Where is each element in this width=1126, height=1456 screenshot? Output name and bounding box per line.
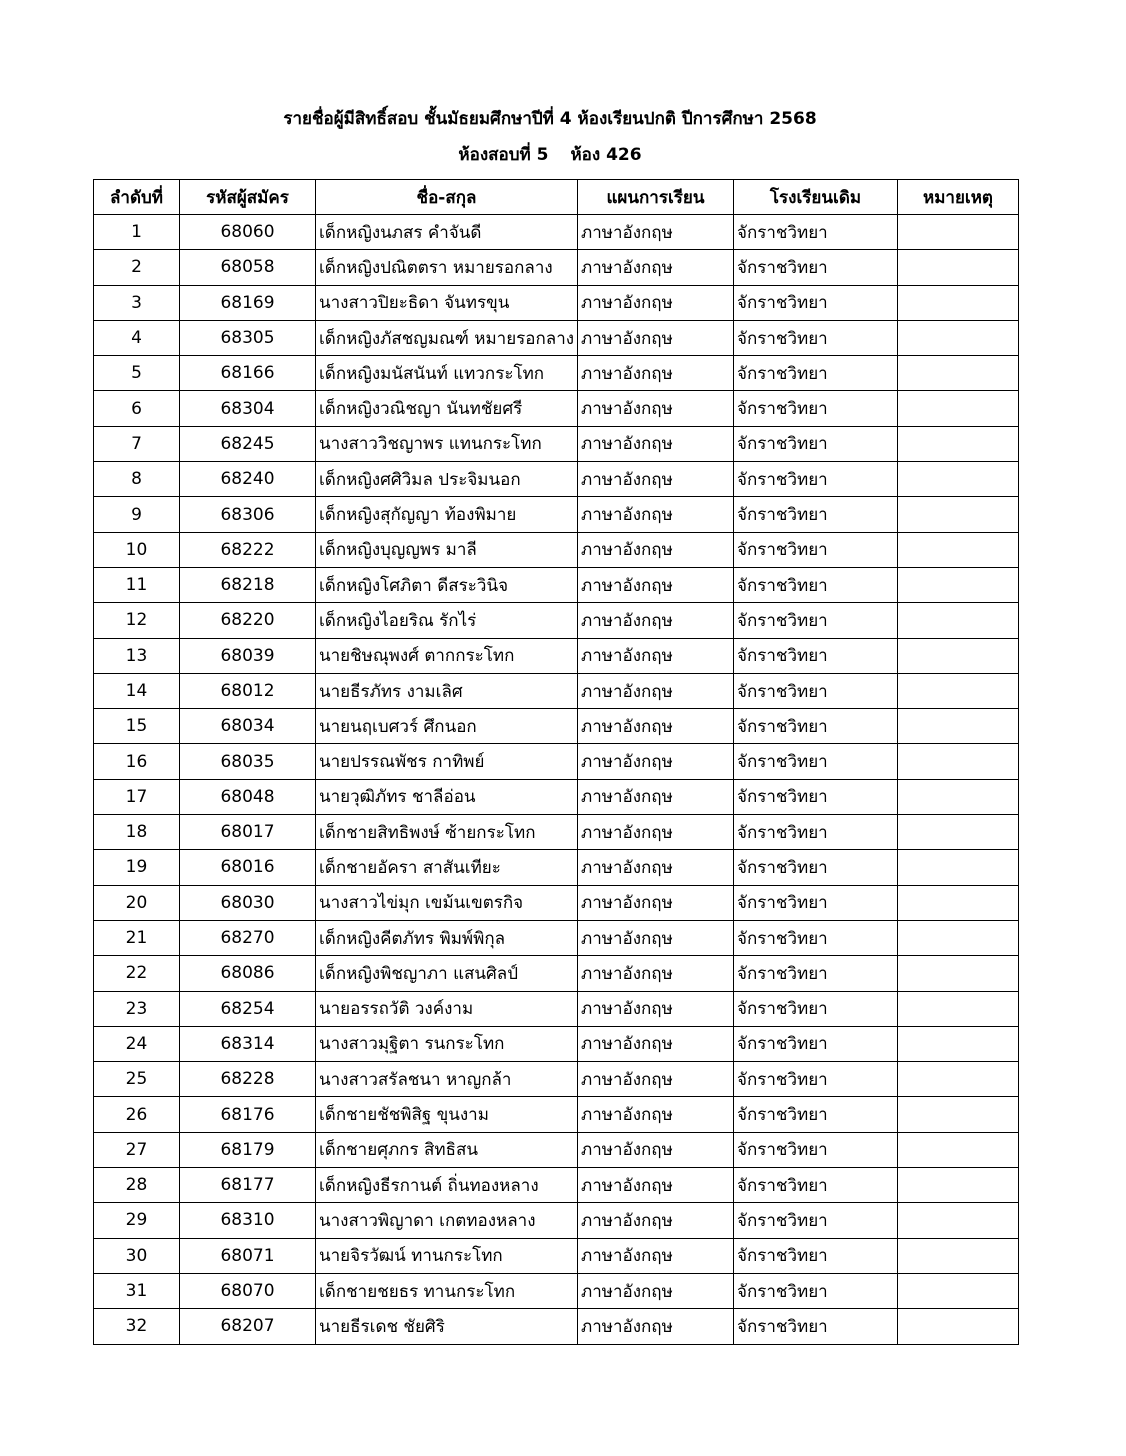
cell-code: 68039 <box>180 638 316 673</box>
cell-no: 2 <box>94 250 180 285</box>
cell-name: นายชิษณุพงศ์ ตากกระโทก <box>316 638 578 673</box>
cell-no: 3 <box>94 285 180 320</box>
cell-no: 17 <box>94 779 180 814</box>
cell-school: จักราชวิทยา <box>734 673 898 708</box>
cell-school: จักราชวิทยา <box>734 709 898 744</box>
cell-note <box>898 1168 1019 1203</box>
cell-plan: ภาษาอังกฤษ <box>578 920 734 955</box>
cell-no: 19 <box>94 850 180 885</box>
table-header-row <box>94 180 1019 215</box>
cell-no: 9 <box>94 497 180 532</box>
cell-school: จักราชวิทยา <box>734 250 898 285</box>
cell-no: 26 <box>94 1097 180 1132</box>
table-row <box>94 1097 1019 1132</box>
cell-plan: ภาษาอังกฤษ <box>578 391 734 426</box>
cell-no: 6 <box>94 391 180 426</box>
cell-school: จักราชวิทยา <box>734 1132 898 1167</box>
cell-no: 12 <box>94 603 180 638</box>
cell-code: 68179 <box>180 1132 316 1167</box>
cell-school: จักราชวิทยา <box>734 991 898 1026</box>
header-plan: แผนการเรียน <box>578 180 734 215</box>
cell-no: 10 <box>94 532 180 567</box>
cell-school: จักราชวิทยา <box>734 815 898 850</box>
cell-no: 5 <box>94 356 180 391</box>
cell-note <box>898 1026 1019 1061</box>
cell-note <box>898 1309 1019 1344</box>
cell-code: 68086 <box>180 956 316 991</box>
cell-no: 21 <box>94 920 180 955</box>
cell-plan: ภาษาอังกฤษ <box>578 250 734 285</box>
cell-school: จักราชวิทยา <box>734 215 898 250</box>
cell-school: จักราชวิทยา <box>734 426 898 461</box>
cell-name: เด็กหญิงศศิวิมล ประจิมนอก <box>316 462 578 497</box>
cell-school: จักราชวิทยา <box>734 1026 898 1061</box>
cell-note <box>898 356 1019 391</box>
cell-no: 15 <box>94 709 180 744</box>
cell-school: จักราชวิทยา <box>734 462 898 497</box>
cell-no: 29 <box>94 1203 180 1238</box>
cell-name: นายธีรภัทร งามเลิศ <box>316 673 578 708</box>
header-code: รหัสผู้สมัคร <box>180 180 316 215</box>
cell-code: 68034 <box>180 709 316 744</box>
cell-name: นางสาวมุฐิตา รนกระโทก <box>316 1026 578 1061</box>
cell-no: 23 <box>94 991 180 1026</box>
cell-school: จักราชวิทยา <box>734 956 898 991</box>
cell-note <box>898 426 1019 461</box>
table-row <box>94 991 1019 1026</box>
cell-name: เด็กหญิงคีตภัทร พิมพ์พิกุล <box>316 920 578 955</box>
cell-plan: ภาษาอังกฤษ <box>578 1026 734 1061</box>
cell-no: 1 <box>94 215 180 250</box>
cell-note <box>898 285 1019 320</box>
cell-note <box>898 1132 1019 1167</box>
cell-plan: ภาษาอังกฤษ <box>578 850 734 885</box>
cell-name: เด็กชายสิทธิพงษ์ ซ้ายกระโทก <box>316 815 578 850</box>
cell-no: 16 <box>94 744 180 779</box>
cell-no: 24 <box>94 1026 180 1061</box>
cell-no: 14 <box>94 673 180 708</box>
cell-school: จักราชวิทยา <box>734 920 898 955</box>
cell-plan: ภาษาอังกฤษ <box>578 603 734 638</box>
cell-note <box>898 1203 1019 1238</box>
cell-code: 68012 <box>180 673 316 708</box>
cell-plan: ภาษาอังกฤษ <box>578 815 734 850</box>
cell-school: จักราชวิทยา <box>734 1168 898 1203</box>
cell-plan: ภาษาอังกฤษ <box>578 1097 734 1132</box>
table-row <box>94 1026 1019 1061</box>
cell-note <box>898 885 1019 920</box>
cell-no: 20 <box>94 885 180 920</box>
table-row <box>94 850 1019 885</box>
header-name: ชื่อ-สกุล <box>316 180 578 215</box>
cell-plan: ภาษาอังกฤษ <box>578 1168 734 1203</box>
table-row <box>94 215 1019 250</box>
cell-plan: ภาษาอังกฤษ <box>578 1062 734 1097</box>
cell-note <box>898 815 1019 850</box>
cell-note <box>898 1238 1019 1273</box>
cell-name: นางสาวปิยะธิดา จันทรขุน <box>316 285 578 320</box>
cell-note <box>898 532 1019 567</box>
cell-code: 68314 <box>180 1026 316 1061</box>
table-row <box>94 1203 1019 1238</box>
cell-plan: ภาษาอังกฤษ <box>578 1273 734 1308</box>
cell-code: 68304 <box>180 391 316 426</box>
cell-school: จักราชวิทยา <box>734 567 898 602</box>
cell-no: 18 <box>94 815 180 850</box>
cell-name: เด็กหญิงนภสร คำจันดี <box>316 215 578 250</box>
cell-name: เด็กหญิงพิชญาภา แสนศิลป์ <box>316 956 578 991</box>
cell-plan: ภาษาอังกฤษ <box>578 567 734 602</box>
cell-plan: ภาษาอังกฤษ <box>578 320 734 355</box>
cell-school: จักราชวิทยา <box>734 320 898 355</box>
table-row <box>94 1168 1019 1203</box>
table-row <box>94 391 1019 426</box>
cell-code: 68017 <box>180 815 316 850</box>
cell-school: จักราชวิทยา <box>734 850 898 885</box>
table-row <box>94 815 1019 850</box>
table-row <box>94 779 1019 814</box>
cell-name: นายปรรณพัชร กาทิพย์ <box>316 744 578 779</box>
cell-plan: ภาษาอังกฤษ <box>578 991 734 1026</box>
cell-code: 68207 <box>180 1309 316 1344</box>
cell-school: จักราชวิทยา <box>734 1238 898 1273</box>
cell-school: จักราชวิทยา <box>734 1097 898 1132</box>
cell-school: จักราชวิทยา <box>734 1273 898 1308</box>
cell-plan: ภาษาอังกฤษ <box>578 1132 734 1167</box>
cell-name: เด็กหญิงไอยริณ รักไร่ <box>316 603 578 638</box>
cell-code: 68254 <box>180 991 316 1026</box>
cell-note <box>898 991 1019 1026</box>
table-row <box>94 426 1019 461</box>
table-row <box>94 1238 1019 1273</box>
cell-school: จักราชวิทยา <box>734 356 898 391</box>
table-row <box>94 320 1019 355</box>
header-no: ลำดับที่ <box>94 180 180 215</box>
document-title: รายชื่อผู้มีสิทธิ์สอบ ชั้นมัธยมศึกษาปีที่ 4 ห้องเรียนปกติ ปีการศึกษา 2568 <box>283 109 817 129</box>
cell-plan: ภาษาอังกฤษ <box>578 426 734 461</box>
cell-code: 68306 <box>180 497 316 532</box>
candidate-table <box>93 179 1019 1345</box>
table-row <box>94 462 1019 497</box>
cell-plan: ภาษาอังกฤษ <box>578 215 734 250</box>
cell-name: เด็กหญิงภัสชญมณฑ์ หมายรอกลาง <box>316 320 578 355</box>
cell-school: จักราชวิทยา <box>734 779 898 814</box>
cell-note <box>898 462 1019 497</box>
cell-code: 68060 <box>180 215 316 250</box>
cell-plan: ภาษาอังกฤษ <box>578 1309 734 1344</box>
cell-school: จักราชวิทยา <box>734 391 898 426</box>
cell-note <box>898 850 1019 885</box>
header-school: โรงเรียนเดิม <box>734 180 898 215</box>
cell-no: 27 <box>94 1132 180 1167</box>
table-row <box>94 285 1019 320</box>
cell-note <box>898 920 1019 955</box>
exam-room-number: ห้องสอบที่ 5 <box>458 145 549 165</box>
table-row <box>94 1062 1019 1097</box>
cell-name: นางสาวสรัลชนา หาญกล้า <box>316 1062 578 1097</box>
cell-name: เด็กหญิงธีรกานต์ ถิ่นทองหลาง <box>316 1168 578 1203</box>
cell-name: เด็กหญิงมนัสนันท์ แทวกระโทก <box>316 356 578 391</box>
cell-name: เด็กหญิงโศภิตา ดีสระวินิจ <box>316 567 578 602</box>
cell-no: 32 <box>94 1309 180 1344</box>
cell-no: 31 <box>94 1273 180 1308</box>
exam-room-subtitle <box>0 144 1100 166</box>
cell-plan: ภาษาอังกฤษ <box>578 956 734 991</box>
cell-name: เด็กหญิงปณิตตรา หมายรอกลาง <box>316 250 578 285</box>
cell-name: นางสาววิชญาพร แทนกระโทก <box>316 426 578 461</box>
cell-code: 68220 <box>180 603 316 638</box>
cell-name: นายอรรถวัติ วงค์งาม <box>316 991 578 1026</box>
cell-note <box>898 779 1019 814</box>
room-number: ห้อง 426 <box>570 145 642 165</box>
cell-note <box>898 391 1019 426</box>
cell-code: 68035 <box>180 744 316 779</box>
cell-note <box>898 744 1019 779</box>
cell-code: 68222 <box>180 532 316 567</box>
cell-no: 28 <box>94 1168 180 1203</box>
cell-name: นายนฤเบศวร์ ศึกนอก <box>316 709 578 744</box>
cell-name: เด็กหญิงวณิชญา นันทชัยศรี <box>316 391 578 426</box>
cell-school: จักราชวิทยา <box>734 497 898 532</box>
cell-plan: ภาษาอังกฤษ <box>578 744 734 779</box>
cell-note <box>898 1273 1019 1308</box>
cell-school: จักราชวิทยา <box>734 1203 898 1238</box>
cell-note <box>898 603 1019 638</box>
cell-no: 4 <box>94 320 180 355</box>
cell-note <box>898 709 1019 744</box>
cell-note <box>898 250 1019 285</box>
cell-school: จักราชวิทยา <box>734 885 898 920</box>
cell-plan: ภาษาอังกฤษ <box>578 638 734 673</box>
cell-code: 68176 <box>180 1097 316 1132</box>
table-row <box>94 638 1019 673</box>
cell-school: จักราชวิทยา <box>734 285 898 320</box>
cell-plan: ภาษาอังกฤษ <box>578 1238 734 1273</box>
cell-plan: ภาษาอังกฤษ <box>578 356 734 391</box>
cell-plan: ภาษาอังกฤษ <box>578 497 734 532</box>
cell-plan: ภาษาอังกฤษ <box>578 462 734 497</box>
cell-plan: ภาษาอังกฤษ <box>578 673 734 708</box>
cell-plan: ภาษาอังกฤษ <box>578 1203 734 1238</box>
cell-code: 68030 <box>180 885 316 920</box>
table-row <box>94 603 1019 638</box>
cell-note <box>898 673 1019 708</box>
cell-plan: ภาษาอังกฤษ <box>578 779 734 814</box>
cell-code: 68048 <box>180 779 316 814</box>
cell-school: จักราชวิทยา <box>734 603 898 638</box>
cell-note <box>898 1062 1019 1097</box>
cell-name: นายธีรเดช ชัยศิริ <box>316 1309 578 1344</box>
cell-name: เด็กชายอัครา สาสันเทียะ <box>316 850 578 885</box>
table-row <box>94 920 1019 955</box>
table-body <box>94 215 1019 1345</box>
cell-no: 8 <box>94 462 180 497</box>
cell-school: จักราชวิทยา <box>734 532 898 567</box>
table-row <box>94 744 1019 779</box>
table-row <box>94 1273 1019 1308</box>
cell-name: เด็กชายชยธร ทานกระโทก <box>316 1273 578 1308</box>
cell-code: 68071 <box>180 1238 316 1273</box>
cell-code: 68228 <box>180 1062 316 1097</box>
cell-code: 68058 <box>180 250 316 285</box>
cell-code: 68305 <box>180 320 316 355</box>
cell-code: 68169 <box>180 285 316 320</box>
cell-name: เด็กหญิงบุญญพร มาลี <box>316 532 578 567</box>
table-row <box>94 1309 1019 1344</box>
cell-code: 68070 <box>180 1273 316 1308</box>
cell-plan: ภาษาอังกฤษ <box>578 532 734 567</box>
cell-no: 13 <box>94 638 180 673</box>
table-row <box>94 250 1019 285</box>
cell-school: จักราชวิทยา <box>734 744 898 779</box>
cell-note <box>898 638 1019 673</box>
cell-no: 25 <box>94 1062 180 1097</box>
cell-note <box>898 567 1019 602</box>
table-row <box>94 1132 1019 1167</box>
cell-no: 7 <box>94 426 180 461</box>
cell-code: 68245 <box>180 426 316 461</box>
cell-name: เด็กชายชัชพิสิฐ ขุนงาม <box>316 1097 578 1132</box>
cell-code: 68177 <box>180 1168 316 1203</box>
table-row <box>94 673 1019 708</box>
cell-code: 68218 <box>180 567 316 602</box>
cell-school: จักราชวิทยา <box>734 638 898 673</box>
cell-note <box>898 320 1019 355</box>
cell-note <box>898 215 1019 250</box>
table-row <box>94 709 1019 744</box>
cell-code: 68240 <box>180 462 316 497</box>
table-row <box>94 885 1019 920</box>
table-row <box>94 956 1019 991</box>
cell-code: 68166 <box>180 356 316 391</box>
cell-note <box>898 497 1019 532</box>
cell-school: จักราชวิทยา <box>734 1309 898 1344</box>
cell-name: นายจิรวัฒน์ ทานกระโทก <box>316 1238 578 1273</box>
cell-name: เด็กหญิงสุกัญญา ท้องพิมาย <box>316 497 578 532</box>
cell-name: เด็กชายศุภกร สิทธิสน <box>316 1132 578 1167</box>
cell-code: 68270 <box>180 920 316 955</box>
cell-school: จักราชวิทยา <box>734 1062 898 1097</box>
table-row <box>94 497 1019 532</box>
cell-no: 30 <box>94 1238 180 1273</box>
cell-code: 68310 <box>180 1203 316 1238</box>
cell-name: นางสาวพิญาดา เกตทองหลาง <box>316 1203 578 1238</box>
cell-note <box>898 956 1019 991</box>
cell-code: 68016 <box>180 850 316 885</box>
cell-plan: ภาษาอังกฤษ <box>578 709 734 744</box>
cell-no: 11 <box>94 567 180 602</box>
table-row <box>94 356 1019 391</box>
cell-plan: ภาษาอังกฤษ <box>578 885 734 920</box>
cell-name: นายวุฒิภัทร ชาลีอ่อน <box>316 779 578 814</box>
cell-no: 22 <box>94 956 180 991</box>
cell-note <box>898 1097 1019 1132</box>
cell-plan: ภาษาอังกฤษ <box>578 285 734 320</box>
header-note: หมายเหตุ <box>898 180 1019 215</box>
table-row <box>94 532 1019 567</box>
cell-name: นางสาวไข่มุก เขม้นเขตรกิจ <box>316 885 578 920</box>
table-row <box>94 567 1019 602</box>
